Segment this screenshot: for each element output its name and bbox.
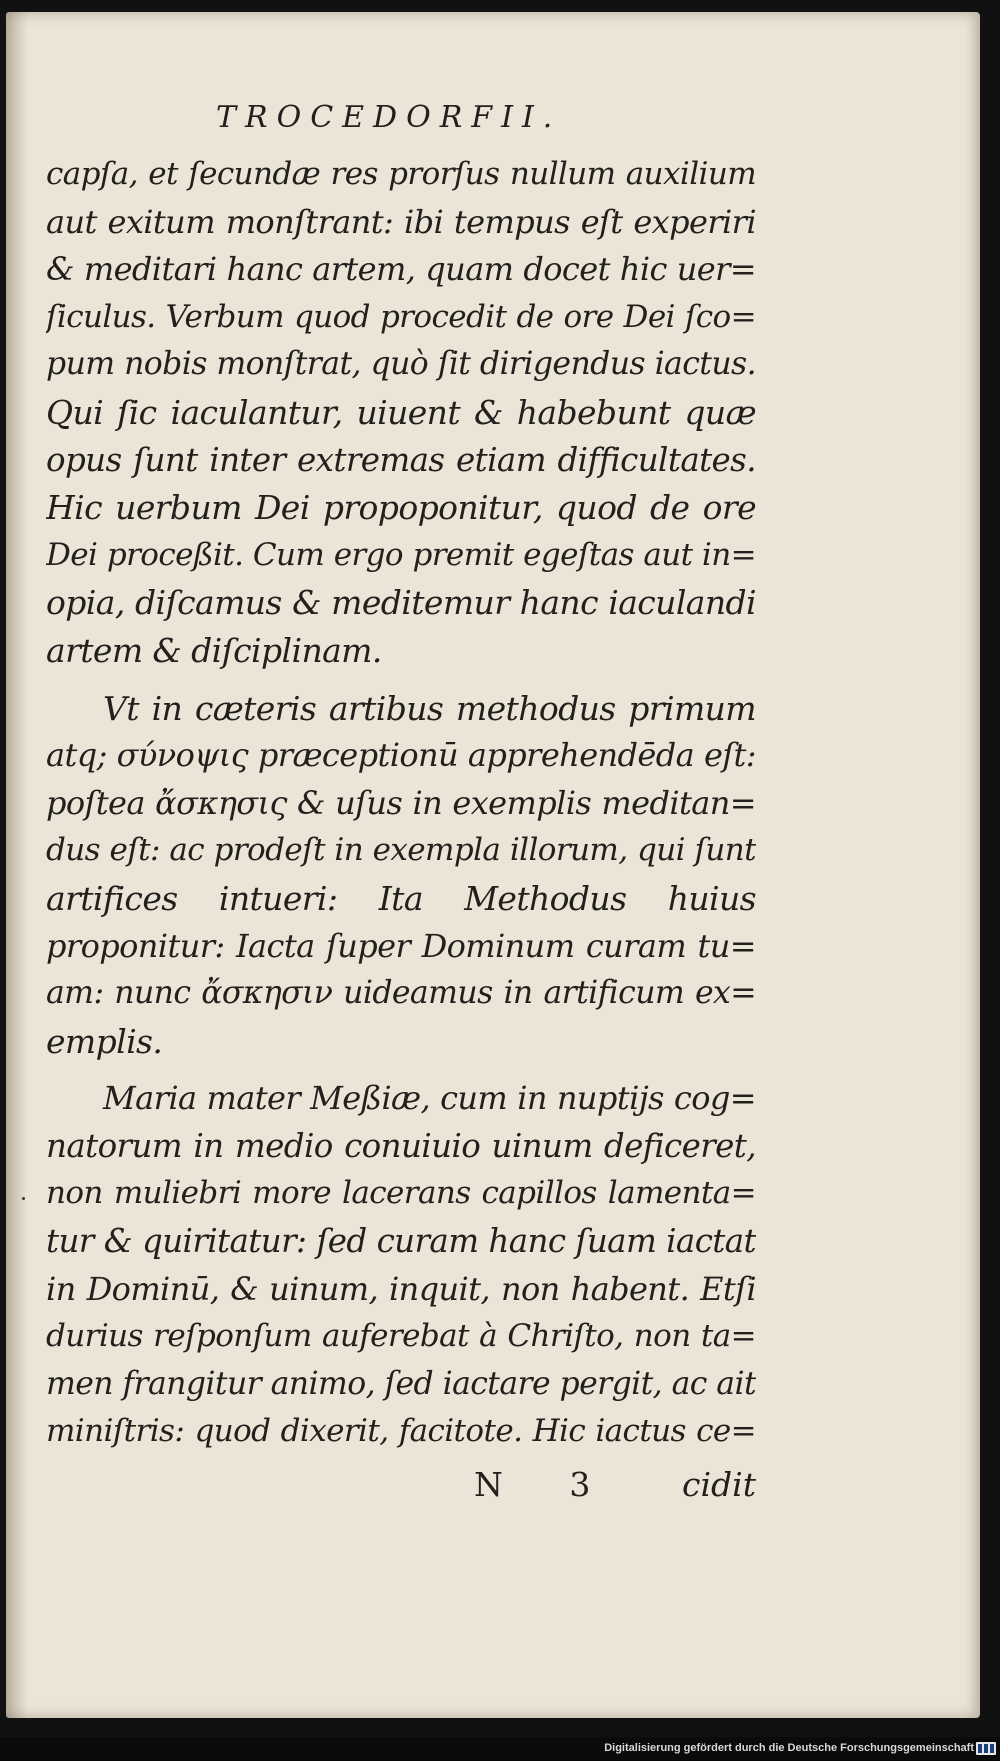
text-line: Dei proceßit. Cum ergo premit egeſtas aut in= [46,536,756,573]
text-line: emplis. [46,1021,163,1061]
signature-mark: N 3 [474,1465,619,1504]
text-line: artifices intueri: Ita Methodus huius [46,878,756,918]
text-line: artem & diſciplinam. [46,630,382,670]
text-line: & meditari hanc artem, quam docet hic uer= [46,250,756,289]
text-line: am: nunc ἄσκησιν uideamus in artificum ex= [46,975,756,1012]
gutter-shadow [6,12,28,1718]
body-text [46,151,756,1456]
text-line: in Dominū, & uinum, inquit, non habent. Etſi [46,1269,756,1308]
text-line: Hic uerbum Dei propoponitur, quod de ore [46,488,756,528]
ink-speck [22,1197,25,1200]
text-line: Qui ſic iaculantur, uiuent & habebunt quæ [46,392,756,432]
book-page [6,12,980,1718]
page-footer [46,1465,756,1513]
dfg-logo-icon [976,1742,996,1755]
text-line: durius reſponſum auferebat à Chriſto, non ta= [46,1318,756,1355]
text-line: non muliebri more lacerans capillos lamenta= [46,1175,756,1212]
text-line: opia, diſcamus & meditemur hanc iaculandi [46,583,756,623]
credit-text: Digitalisierung gefördert durch die Deutsche Forschungsgemeinschaft [604,1742,974,1754]
text-line: natorum in medio conuiuio uinum deficeret, [46,1126,756,1165]
text-line: Vt in cæteris artibus methodus primum [103,688,756,728]
text-line: Maria mater Meßiæ, cum in nuptijs cog= [103,1079,756,1118]
text-line: miniſtris: quod dixerit, facitote. Hic iactus ce= [46,1413,756,1450]
text-line: ſiculus. Verbum quod procedit de ore Dei ſco= [46,298,756,335]
text-line: atq; σύνοψις præceptionū apprehendēda eſt: [46,736,756,775]
text-line: aut exitum monſtrant: ibi tempus eſt experiri [46,202,756,241]
text-line: dus eſt: ac prodeſt in exempla illorum, qui ſunt [46,832,756,869]
text-line: pum nobis monſtrat, quò ſit dirigendus iactus. [46,346,756,383]
text-line: tur & quiritatur: ſed curam hanc ſuam iactat [46,1222,756,1261]
text-line: proponitur: Iacta ſuper Dominum curam tu= [46,926,756,965]
catchword: cidit [682,1465,756,1504]
text-line: opus ſunt inter extremas etiam difficultates. [46,440,756,479]
text-line: capſa, et ſecundæ res prorſus nullum auxilium [46,156,756,192]
running-head: TROCEDORFII. [216,100,562,135]
digitization-credit-bar [0,1737,1000,1761]
text-line: poſtea ἄσκησις & uſus in exemplis meditan= [46,783,756,822]
text-line: men frangitur animo, ſed iactare pergit, ac ait [46,1365,756,1402]
